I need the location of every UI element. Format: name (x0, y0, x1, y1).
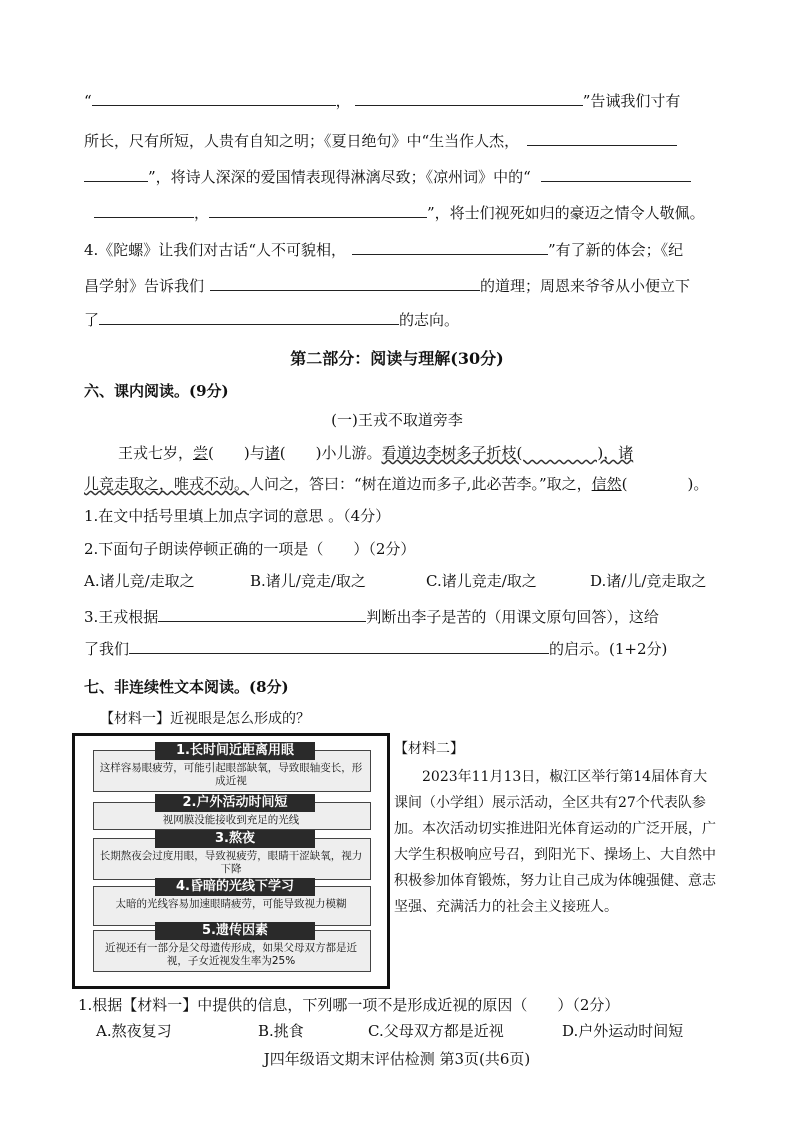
blank[interactable] (210, 275, 480, 291)
option-a[interactable]: A.诸儿竞/走取之 (84, 572, 195, 590)
page-footer: J四年级语文期末评估检测 第3页(共6页) (263, 1050, 531, 1068)
option-d[interactable]: D.户外运动时间短 (562, 1022, 684, 1040)
blank[interactable] (99, 309, 399, 325)
material2-text: 2023年11月13日，椒江区举行第14届体育大课间（小学组）展示活动，全区共有27个代表队参加。本次活动切实推进阳光体育运动的广泛开展，广大学生积极响应号召，到阳光下、操场上、大自然中积极参加体育锻炼，努力让自己成为体魄强健、意志坚强、充满活力的社会主义接班人。 (394, 769, 716, 915)
line-4: ， ”，将士们视死如归的豪迈之情令人敬佩。 (84, 201, 710, 225)
passage-line-1: 王戎七岁，尝( )与诸( )小儿游。看道边李树多子折枝( )，诸 (118, 444, 634, 462)
line-7: 了 的志向。 (84, 311, 460, 329)
option-c[interactable]: C.父母双方都是近视 (368, 1022, 504, 1040)
question-6-2: 2.下面句子朗读停顿正确的一项是（ ）（2分） (84, 540, 416, 558)
option-b[interactable]: B.挑食 (258, 1022, 304, 1040)
option-b[interactable]: B.诸儿/竞走/取之 (250, 572, 366, 590)
blank[interactable] (527, 130, 677, 146)
option-a[interactable]: A.熬夜复习 (96, 1022, 172, 1040)
section7-heading: 七、非连续性文本阅读。(8分) (84, 678, 289, 696)
cause-title: 3.熬夜 (155, 830, 315, 848)
blank[interactable] (355, 90, 583, 106)
line-5: 4.《陀螺》让我们对古话“人不可貌相， ”有了新的体会；《纪 (84, 241, 684, 259)
blank[interactable] (158, 606, 366, 622)
cause-text: 视网膜没能接收到充足的光线 (162, 814, 300, 826)
blank[interactable] (352, 239, 548, 255)
cause-title: 2.户外活动时间短 (155, 794, 315, 812)
blank[interactable] (209, 202, 427, 218)
cause-text: 太暗的光线容易加速眼睛疲劳，可能导致视力模糊 (115, 898, 347, 910)
cause-text: 近视还有一部分是父母遗传形成，如果父母双方都是近视，子女近视发生率为25% (105, 942, 357, 967)
cause-text: 这样容易眼疲劳，可能引起眼部缺氧，导致眼轴变长，形成近视 (99, 762, 363, 787)
cause-text: 长期熬夜会过度用眼，导致视疲劳，眼睛干涩缺氧，视力下降 (99, 850, 363, 875)
part2-title: 第二部分：阅读与理解(30分) (290, 349, 504, 368)
line-1: “ ， ”告诫我们寸有 (84, 92, 681, 110)
option-c[interactable]: C.诸儿竞走/取之 (426, 572, 537, 590)
blank[interactable] (129, 638, 549, 654)
blank[interactable] (84, 166, 148, 182)
material1-label: 【材料一】近视眼是怎么形成的？ (100, 711, 310, 727)
question-7-1: 1.根据【材料一】中提供的信息，下列哪一项不是形成近视的原因（ ）（2分） (78, 996, 620, 1014)
line-2: 所长，尺有所短，人贵有自知之明；《夏日绝句》中“生当作人杰， (84, 129, 710, 153)
question-6-3-line-2: 了我们 的启示。(1+2分) (84, 640, 668, 658)
blank[interactable] (94, 202, 194, 218)
cause-title: 4.昏暗的光线下学习 (155, 878, 315, 896)
cause-title: 5.遗传因素 (155, 922, 315, 940)
blank[interactable] (541, 166, 691, 182)
line-6: 昌学射》告诉我们 的道理；周恩来爷爷从小便立下 (84, 277, 691, 295)
question-6-1: 1.在文中括号里填上加点字词的意思 。（4分） (84, 507, 391, 525)
passage-title: (一)王戎不取道旁李 (331, 411, 463, 429)
option-d[interactable]: D.诸/儿/竞走取之 (590, 572, 707, 590)
myopia-causes-infographic (72, 733, 390, 989)
blank[interactable] (92, 90, 336, 106)
line-3: ”，将诗人深深的爱国情表现得淋漓尽致；《凉州词》中的“ (84, 165, 710, 189)
cause-title: 1.长时间近距离用眼 (155, 742, 315, 760)
material2-label: 【材料二】 (394, 741, 464, 757)
question-6-3-line-1: 3.王戎根据 判断出李子是苦的（用课文原句回答），这给 (84, 608, 659, 626)
passage-line-2: 儿竞走取之，唯戎不动。人问之，答曰：“树在道边而多子,此必苦李。”取之，信然( )。 (84, 475, 709, 493)
section6-heading: 六、课内阅读。(9分) (84, 382, 229, 400)
